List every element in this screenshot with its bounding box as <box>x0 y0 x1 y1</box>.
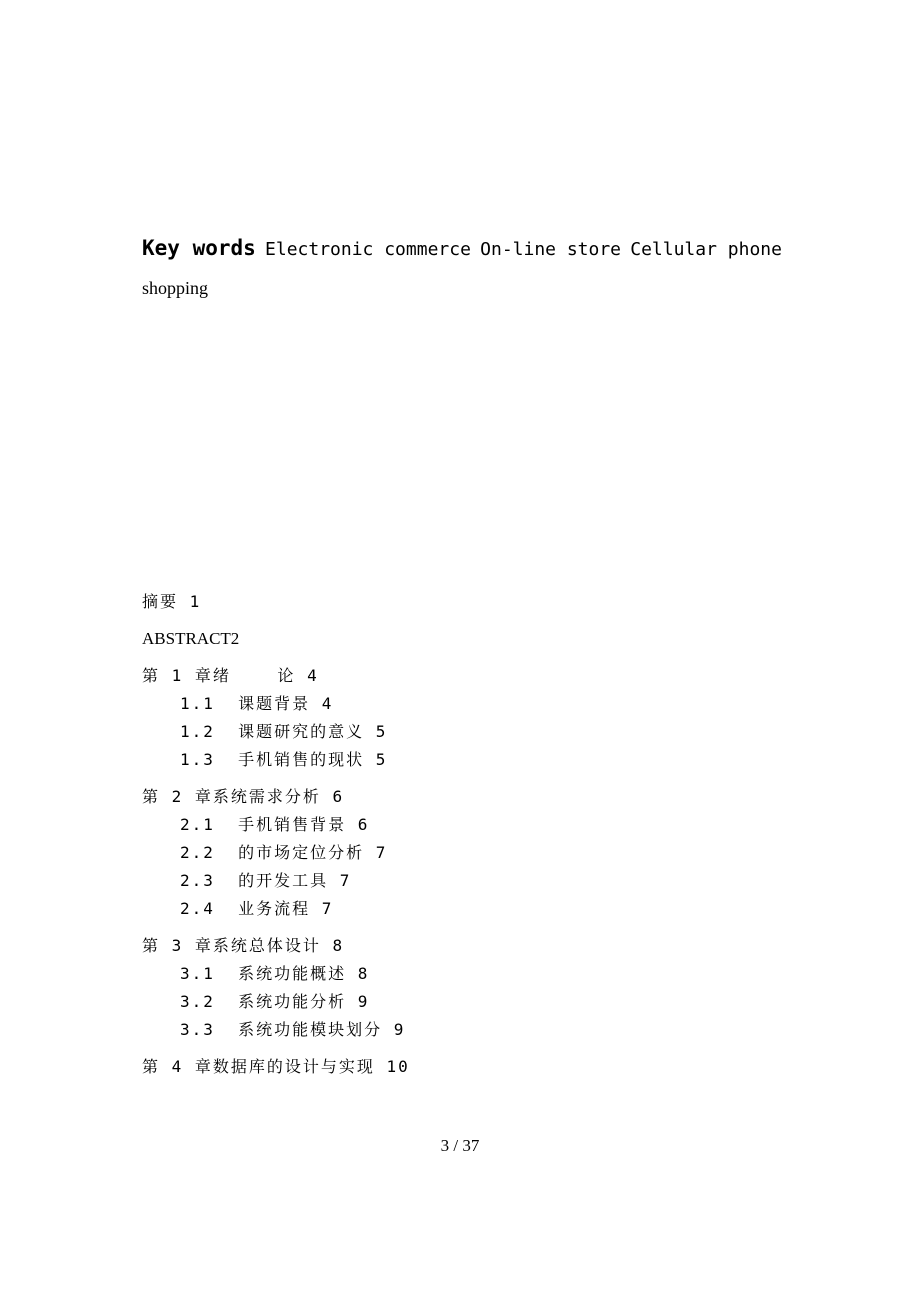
toc-section-entry[interactable]: 3.3 系统功能模块划分 9 <box>180 1020 406 1039</box>
keywords-line <box>142 228 782 268</box>
keywords-block <box>142 228 782 308</box>
toc-chapter-entry[interactable]: ABSTRACT2 <box>142 629 240 648</box>
toc-section-entry[interactable]: 1.2 课题研究的意义 5 <box>180 722 388 741</box>
toc-section-entry[interactable]: 1.3 手机销售的现状 5 <box>180 750 388 769</box>
keyword-term: Electronic commerce <box>265 239 471 260</box>
toc-section-entry[interactable]: 2.1 手机销售背景 6 <box>180 815 370 834</box>
table-of-contents <box>142 588 782 1081</box>
toc-section-entry[interactable]: 2.3 的开发工具 7 <box>180 871 352 890</box>
toc-chapter-entry[interactable]: 第 3 章系统总体设计 8 <box>142 936 345 955</box>
page-number: 3 / 37 <box>440 1136 480 1155</box>
toc-chapter-entry[interactable]: 第 2 章系统需求分析 6 <box>142 787 345 806</box>
keyword-term: shopping <box>142 278 209 298</box>
toc-section-entry[interactable]: 1.1 课题背景 4 <box>180 694 334 713</box>
keyword-term: Cellular phone <box>630 239 782 260</box>
toc-section-entry[interactable]: 2.2 的市场定位分析 7 <box>180 843 388 862</box>
toc-section-entry[interactable]: 2.4 业务流程 7 <box>180 899 334 918</box>
toc-chapter-entry[interactable]: 摘要 1 <box>142 592 202 611</box>
toc-section-entry[interactable]: 3.2 系统功能分析 9 <box>180 992 370 1011</box>
keywords-heading: Key words <box>142 236 256 260</box>
toc-chapter-entry[interactable]: 第 4 章数据库的设计与实现 10 <box>142 1057 410 1076</box>
toc-chapter-entry[interactable]: 第 1 章绪 论 4 <box>142 666 319 685</box>
toc-section-entry[interactable]: 3.1 系统功能概述 8 <box>180 964 370 983</box>
keyword-term: On-line store <box>480 239 622 260</box>
